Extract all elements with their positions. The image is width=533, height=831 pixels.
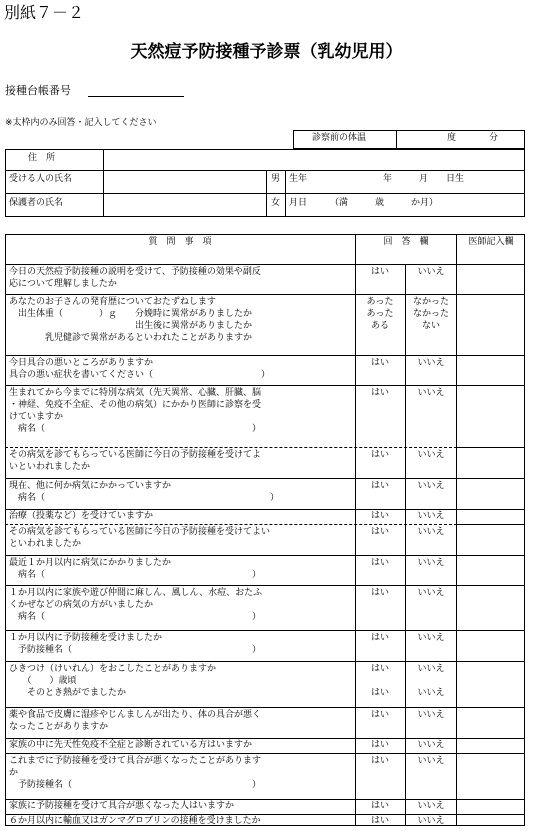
- question-text: ひきつけ（けいれん）をおこしたことがありますか （ ）歳頃 そのとき熱がでましたか: [9, 664, 217, 698]
- question-text: その病気を診てもらっている医師に今日の予防接種を受けてよい といわれましたか: [9, 527, 271, 549]
- question-text: １か月以内に家族や遊び仲間に麻しん、風しん、水痘、おたふ くかぜなどの病気の方がいましたか 病名（ ）: [9, 588, 263, 622]
- doctor-entry-cell[interactable]: [458, 295, 524, 354]
- answer-option-yes[interactable]: はい: [370, 481, 389, 491]
- question-text: 今日の天然痘予防接種の説明を受けて、予防接種の効果や副反 応について理解しましたか: [9, 267, 261, 289]
- question-column-header: 質 問 事 項: [148, 237, 212, 247]
- doctor-entry-cell[interactable]: [458, 479, 524, 508]
- answer-option-yes[interactable]: あった あった ある: [366, 297, 394, 331]
- header-divider: [5, 264, 525, 265]
- row-divider: [5, 355, 525, 356]
- row-divider: [5, 661, 525, 662]
- doctor-entry-cell[interactable]: [458, 800, 524, 813]
- temperature-divider: [396, 130, 397, 149]
- birthdate-label-1: 生年: [289, 174, 308, 184]
- doctor-entry-cell[interactable]: [458, 708, 524, 737]
- recipient-name-label: 受ける人の氏名: [9, 174, 73, 184]
- row-divider: [5, 478, 525, 479]
- row-divider: [5, 814, 525, 815]
- doctor-entry-cell[interactable]: [458, 662, 524, 706]
- row-divider: [5, 799, 525, 800]
- answer-option-no[interactable]: いいえ: [417, 481, 445, 491]
- temperature-degree-label: 度: [447, 133, 457, 143]
- answer-option-no[interactable]: いいえ: [417, 527, 445, 537]
- page-title: 天然痘予防接種予診票（乳幼児用）: [130, 42, 403, 62]
- answer-option-yes[interactable]: はい: [370, 710, 389, 720]
- answer-option-yes[interactable]: はい: [370, 527, 389, 537]
- question-text: 家族の中に先天性免疫不全症と診断されている方はいますか: [9, 740, 253, 750]
- answer-option-no[interactable]: いいえ: [417, 511, 445, 521]
- question-text: 治療（投薬など）を受けていますか: [9, 511, 154, 521]
- answer-option-no[interactable]: いいえ: [417, 588, 445, 598]
- info-divider-2: [5, 193, 525, 194]
- answer-option-yes[interactable]: はい: [370, 267, 389, 277]
- answer-option-yes[interactable]: はい: [370, 740, 389, 750]
- birthdate-field[interactable]: 年 月 日生: [383, 174, 465, 184]
- ledger-number-label: 接種台帳番号: [5, 84, 71, 97]
- doctor-entry-cell[interactable]: [458, 739, 524, 752]
- answer-option-no[interactable]: いいえ: [417, 756, 445, 766]
- question-text: ６か月以内に輸血又はガンマグロブリンの接種を受けましたか: [9, 816, 261, 826]
- row-divider: [5, 630, 525, 631]
- doctor-entry-cell[interactable]: [458, 631, 524, 660]
- doctor-column-header: 医師記入欄: [468, 237, 514, 247]
- answer-option-yes[interactable]: はい: [370, 633, 389, 643]
- answer-option-no[interactable]: いいえ: [417, 388, 445, 398]
- answer-option-no[interactable]: いいえ: [417, 267, 445, 277]
- question-text: その病気を診てもらっている医師に今日の予防接種を受けてよ いといわれましたか: [9, 450, 262, 472]
- birthdate-label-2: 月日: [289, 198, 308, 208]
- row-divider: [5, 707, 525, 708]
- answer-option-no[interactable]: いいえ: [417, 558, 445, 568]
- question-text: 最近１か月以内に病気にかかりましたか 病名（ ）: [9, 558, 262, 580]
- document-code: 別紙７－２: [4, 3, 85, 22]
- answer-option-no[interactable]: いいえ: [417, 450, 445, 460]
- sex-male-option[interactable]: 男: [271, 174, 281, 184]
- temperature-label: 診察前の体温: [312, 133, 367, 143]
- question-text: 生まれてから今までに特別な病気（先天異常、心臓、肝臓、脳 ・神経、免疫不全症、その他の病気）にかかり医師に診察を受 けていますか 病名（ ）: [9, 388, 262, 434]
- question-text: 家族に予防接種を受けて具合が悪くなった人はいますか: [9, 801, 235, 811]
- instruction-note: ※太枠内のみ回答・記入してください: [5, 118, 157, 128]
- question-text: １か月以内に予防接種を受けましたか 予防接種名（ ）: [9, 633, 262, 655]
- answer-option-yes[interactable]: はい: [370, 801, 389, 811]
- question-text: 今日具合の悪いところがありますか 具合の悪い症状を書いてください（ ）: [9, 358, 271, 380]
- question-text: あなたのお子さんの発育歴についておたずねします 出生体重（ ）ｇ 分娩時に異常がありましたか 出生後に異常がありましたか 乳児健診で異常があるといわれたことがありますか: [9, 297, 253, 343]
- answer-option-no[interactable]: いいえ: [417, 801, 445, 811]
- answer-option-yes[interactable]: はい: [370, 358, 389, 368]
- doctor-entry-cell[interactable]: [458, 586, 524, 629]
- info-divider-1: [5, 170, 525, 171]
- answer-option-no[interactable]: いいえ: [417, 816, 445, 826]
- question-text: これまでに予防接種を受けて具合が悪くなったことがあります か 予防接種名（ ）: [9, 756, 262, 790]
- row-divider: [5, 294, 525, 295]
- row-divider: [5, 509, 525, 510]
- answer-option-yes[interactable]: はい: [370, 511, 389, 521]
- guardian-name-label: 保護者の氏名: [9, 198, 64, 208]
- answer-column-header: 回 答 欄: [383, 237, 429, 247]
- question-text: 薬や食品で皮膚に湿疹やじんましんが出たり、体の具合が悪く なったことがありますか: [9, 710, 262, 732]
- answer-option-no[interactable]: いいえ いいえ: [417, 664, 445, 698]
- row-divider: [5, 585, 525, 586]
- row-divider: [5, 753, 525, 754]
- sex-female-option[interactable]: 女: [271, 198, 281, 208]
- row-divider-dashed: [5, 447, 457, 448]
- answer-option-yes[interactable]: はい: [370, 558, 389, 568]
- row-divider: [5, 738, 525, 739]
- info-col-divider-3: [285, 170, 286, 217]
- doctor-entry-cell[interactable]: [458, 815, 524, 825]
- answer-option-yes[interactable]: はい: [370, 450, 389, 460]
- answer-option-no[interactable]: いいえ: [417, 710, 445, 720]
- doctor-entry-cell[interactable]: [458, 356, 524, 384]
- answer-option-no[interactable]: いいえ: [417, 740, 445, 750]
- answer-option-yes[interactable]: はい: [370, 816, 389, 826]
- temperature-minute-label: 分: [489, 133, 499, 143]
- question-text: 現在、他に何か病気にかかっていますか 病名（ ）: [9, 481, 280, 503]
- answer-option-no[interactable]: いいえ: [417, 358, 445, 368]
- recipient-name-field[interactable]: [104, 171, 265, 192]
- doctor-entry-cell[interactable]: [458, 525, 524, 554]
- answer-option-yes[interactable]: はい はい: [370, 664, 389, 698]
- doctor-entry-cell[interactable]: [458, 754, 524, 798]
- doctor-entry-cell[interactable]: [458, 265, 524, 293]
- age-field[interactable]: （満 歳 か月）: [330, 198, 439, 208]
- doctor-entry-cell[interactable]: [458, 448, 524, 477]
- doctor-entry-cell[interactable]: [458, 556, 524, 584]
- address-field[interactable]: [104, 150, 524, 169]
- row-divider-dashed: [5, 524, 457, 525]
- address-label: 住 所: [28, 153, 56, 163]
- answer-option-no[interactable]: なかった なかった ない: [412, 297, 449, 331]
- doctor-entry-cell[interactable]: [458, 386, 524, 446]
- doctor-entry-cell[interactable]: [458, 510, 524, 523]
- answer-option-yes[interactable]: はい: [370, 588, 389, 598]
- answer-option-no[interactable]: いいえ: [417, 633, 445, 643]
- guardian-name-field[interactable]: [104, 194, 265, 216]
- answer-option-yes[interactable]: はい: [370, 756, 389, 766]
- row-divider: [5, 555, 525, 556]
- answer-option-yes[interactable]: はい: [370, 388, 389, 398]
- row-divider: [5, 385, 525, 386]
- ledger-number-line[interactable]: [88, 96, 184, 97]
- info-col-divider-2: [266, 170, 267, 217]
